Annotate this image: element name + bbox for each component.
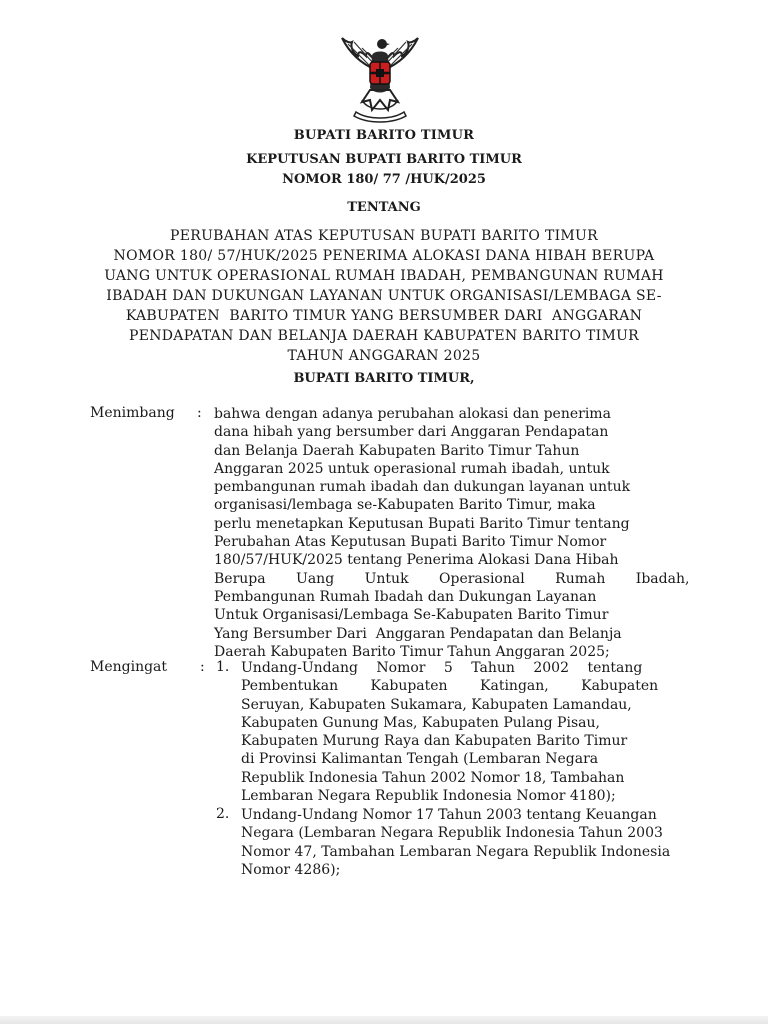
item-line: Undang-Undang Nomor 17 Tahun 2003 tentang Keuangan [241, 807, 657, 823]
item-line: Negara (Lembaran Negara Republik Indonesia Tahun 2003 [241, 825, 663, 842]
paragraph-line: pembangunan rumah ibadah dan dukungan layanan untuk [214, 479, 631, 496]
authority-heading: BUPATI BARITO TIMUR, [293, 371, 475, 386]
item-line: di Provinsi Kalimantan Tengah (Lembaran Negara [241, 751, 599, 768]
mengingat-item-1 [241, 659, 701, 805]
paragraph-line: Perubahan Atas Keputusan Bupati Barito Timur Nomor [214, 534, 607, 551]
item-line: Pembentukan Kabupaten Katingan, Kabupaten [241, 678, 659, 695]
subject-line: UANG UNTUK OPERASIONAL RUMAH IBADAH, PEMBANGUNAN RUMAH [104, 268, 664, 284]
paragraph-line: dana hibah yang bersumber dari Anggaran Pendapatan [214, 424, 609, 441]
decree-subject [0, 226, 768, 366]
item-line: Seruyan, Kabupaten Sukamara, Kabupaten Lamandau, [241, 696, 632, 713]
menimbang-label: Menimbang [90, 405, 175, 421]
item-line: Kabupaten Murung Raya dan Kabupaten Barito Timur [241, 733, 628, 750]
paragraph-line: Pembangunan Rumah Ibadah dan Dukungan Layanan [214, 588, 597, 605]
paragraph-line: Yang Bersumber Dari Anggaran Pendapatan dan Belanja [214, 625, 622, 642]
paragraph-line: Untuk Organisasi/Lembaga Se-Kabupaten Barito Timur [214, 607, 609, 624]
garuda-emblem-icon [332, 30, 428, 124]
paragraph-line: bahwa dengan adanya perubahan alokasi dan penerima [214, 406, 611, 422]
decree-title: KEPUTUSAN BUPATI BARITO TIMUR [246, 152, 522, 167]
official-title: BUPATI BARITO TIMUR [293, 128, 475, 143]
menimbang-text [214, 405, 700, 661]
item-line: Undang-Undang Nomor 5 Tahun 2002 tentang [241, 660, 643, 676]
mengingat-colon: : [200, 659, 205, 675]
mengingat-item-2 [241, 806, 701, 879]
paragraph-line: 180/57/HUK/2025 tentang Penerima Alokasi Dana Hibah [214, 552, 619, 569]
subject-line: PENDAPATAN DAN BELANJA DAERAH KABUPATEN BARITO TIMUR [128, 328, 640, 344]
paragraph-line: Berupa Uang Untuk Operasional Rumah Ibadah, [214, 570, 690, 587]
item-line: Kabupaten Gunung Mas, Kabupaten Pulang Pisau, [241, 714, 600, 731]
item-line: Nomor 47, Tambahan Lembaran Negara Republik Indonesia [241, 843, 671, 860]
page-edge [0, 1016, 768, 1024]
subject-line: PERUBAHAN ATAS KEPUTUSAN BUPATI BARITO TIMUR [169, 228, 599, 244]
item-number: 1. [216, 659, 230, 675]
mengingat-label: Mengingat [90, 659, 168, 675]
tentang-heading: TENTANG [347, 200, 421, 215]
paragraph-line: dan Belanja Daerah Kabupaten Barito Timur Tahun [214, 442, 580, 459]
subject-line: IBADAH DAN DUKUNGAN LAYANAN UNTUK ORGANISASI/LEMBAGA SE- [106, 288, 662, 304]
item-line: Lembaran Negara Republik Indonesia Nomor 4180); [241, 788, 616, 805]
subject-line: TAHUN ANGGARAN 2025 [287, 348, 481, 364]
item-line: Nomor 4286); [241, 861, 341, 878]
paragraph-line: perlu menetapkan Keputusan Bupati Barito Timur tentang [214, 515, 630, 532]
subject-line: KABUPATEN BARITO TIMUR YANG BERSUMBER DARI ANGGARAN [125, 308, 643, 324]
paragraph-line: organisasi/lembaga se-Kabupaten Barito Timur, maka [214, 497, 596, 514]
paragraph-line: Anggaran 2025 untuk operasional rumah ibadah, untuk [214, 460, 610, 477]
subject-line: NOMOR 180/ 57/HUK/2025 PENERIMA ALOKASI DANA HIBAH BERUPA [113, 248, 655, 264]
item-number: 2. [216, 806, 230, 822]
paragraph-line: Daerah Kabupaten Barito Timur Tahun Anggaran 2025; [214, 643, 610, 660]
item-line: Republik Indonesia Tahun 2002 Nomor 18, Tambahan [241, 769, 625, 786]
menimbang-colon: : [197, 405, 202, 421]
decree-number: NOMOR 180/ 77 /HUK/2025 [282, 172, 486, 187]
